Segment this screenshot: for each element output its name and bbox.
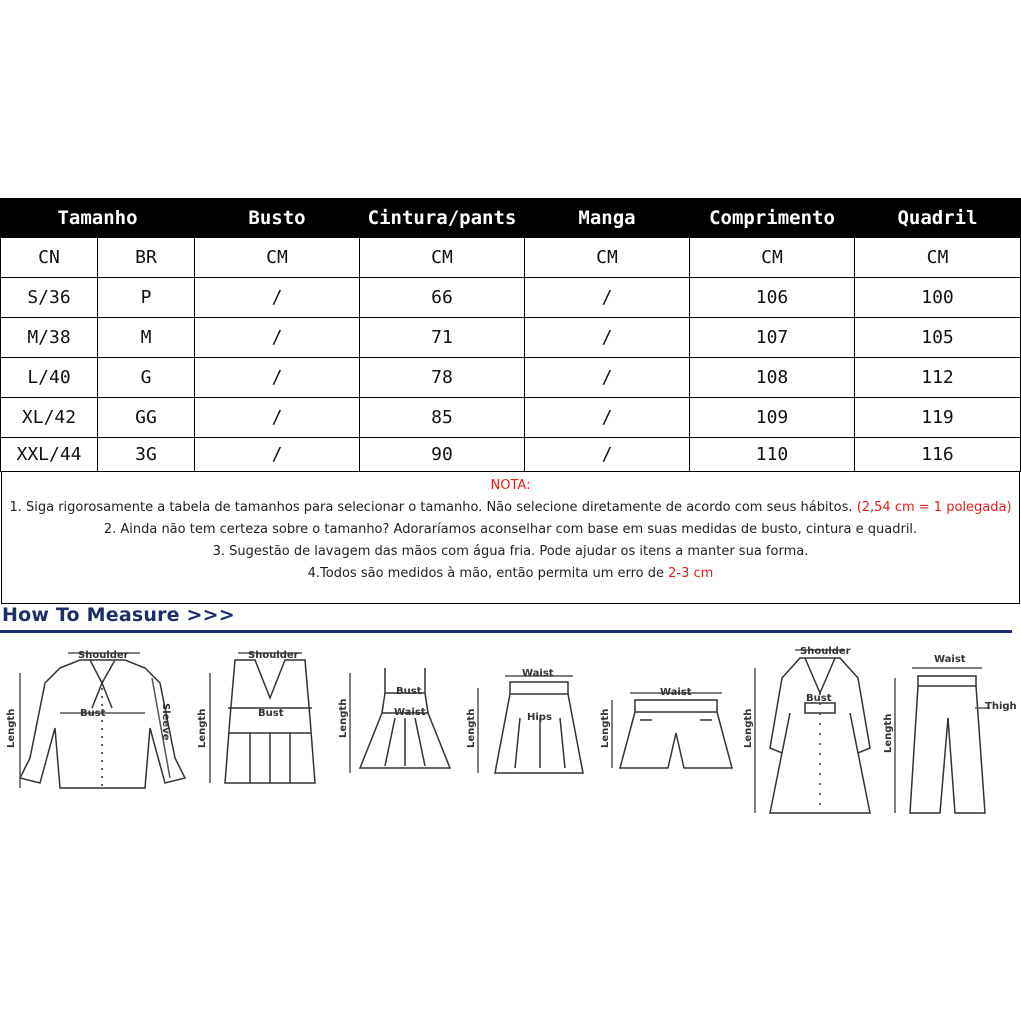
header-busto: Busto xyxy=(195,199,360,238)
notes-box xyxy=(1,472,1020,604)
table-row xyxy=(1,358,1021,398)
table-cell: / xyxy=(195,318,360,358)
table-cell: 112 xyxy=(855,358,1021,398)
label-shoulder: Shoulder xyxy=(78,650,129,661)
table-cell: S/36 xyxy=(1,278,98,318)
note-line-4 xyxy=(2,566,1019,581)
header-manga: Manga xyxy=(525,199,690,238)
table-row xyxy=(1,278,1021,318)
table-cell: 90 xyxy=(360,438,525,472)
table-cell: 66 xyxy=(360,278,525,318)
table-cell: / xyxy=(525,278,690,318)
label-bust: Bust xyxy=(806,693,832,704)
table-row xyxy=(1,398,1021,438)
label-hips: Hips xyxy=(527,712,552,723)
table-row xyxy=(1,438,1021,472)
shorts-illustration xyxy=(612,693,732,768)
note-line-2: 2. Ainda não tem certeza sobre o tamanho? Adoraríamos aconselhar com base em suas medidas de busto, cintura e quadril. xyxy=(103,522,918,537)
note-line-1-text: 1. Siga rigorosamente a tabela de tamanhos para selecionar o tamanho. Não selecione diretamente de acordo com seus hábitos. xyxy=(9,500,857,515)
label-waist: Waist xyxy=(522,668,554,679)
label-waist: Waist xyxy=(934,654,966,665)
label-length: Length xyxy=(883,713,894,753)
label-shoulder: Shoulder xyxy=(248,650,299,661)
unit-cell: CM xyxy=(855,238,1021,278)
table-cell: M/38 xyxy=(1,318,98,358)
table-cell: P xyxy=(98,278,195,318)
note-line-4-highlight: 2-3 cm xyxy=(668,566,714,581)
table-cell: / xyxy=(525,358,690,398)
table-cell: XL/42 xyxy=(1,398,98,438)
table-cell: 71 xyxy=(360,318,525,358)
header-row xyxy=(1,199,1021,238)
table-cell: / xyxy=(525,398,690,438)
header-comprimento: Comprimento xyxy=(690,199,855,238)
note-line-4-text: 4.Todos são medidos à mão, então permita um erro de xyxy=(307,566,669,581)
how-to-measure-title: How To Measure >>> xyxy=(2,604,235,626)
label-shoulder: Shoulder xyxy=(800,646,851,657)
label-bust: Bust xyxy=(258,708,284,719)
table-cell: 78 xyxy=(360,358,525,398)
table-cell: 106 xyxy=(690,278,855,318)
table-cell: 100 xyxy=(855,278,1021,318)
table-cell: XXL/44 xyxy=(1,438,98,472)
table-cell: / xyxy=(525,438,690,472)
label-bust: Bust xyxy=(396,686,422,697)
label-length: Length xyxy=(197,708,208,748)
unit-cell: CM xyxy=(360,238,525,278)
size-chart-table xyxy=(0,198,1021,472)
measurement-illustrations xyxy=(0,638,1021,823)
table-cell: 108 xyxy=(690,358,855,398)
label-thigh: Thigh xyxy=(985,701,1017,712)
label-length: Length xyxy=(743,708,754,748)
label-sleeve: Sleeve xyxy=(160,703,171,741)
label-waist: Waist xyxy=(394,707,426,718)
unit-cell: CN xyxy=(1,238,98,278)
notes-title: NOTA: xyxy=(490,478,531,493)
table-cell: M xyxy=(98,318,195,358)
label-length: Length xyxy=(600,708,611,748)
table-cell: 119 xyxy=(855,398,1021,438)
table-cell: / xyxy=(195,398,360,438)
skirt-illustration xyxy=(478,676,583,773)
unit-cell: BR xyxy=(98,238,195,278)
coat-illustration xyxy=(755,650,870,813)
header-tamanho: Tamanho xyxy=(1,199,195,238)
label-bust: Bust xyxy=(80,708,106,719)
unit-cell: CM xyxy=(525,238,690,278)
table-cell: GG xyxy=(98,398,195,438)
table-cell: 85 xyxy=(360,398,525,438)
table-cell: / xyxy=(525,318,690,358)
unit-cell: CM xyxy=(195,238,360,278)
table-cell: 110 xyxy=(690,438,855,472)
note-line-3: 3. Sugestão de lavagem das mãos com água fria. Pode ajudar os itens a manter sua forma. xyxy=(212,544,809,559)
table-cell: 105 xyxy=(855,318,1021,358)
note-line-1 xyxy=(2,500,1019,515)
table-cell: / xyxy=(195,278,360,318)
table-cell: 107 xyxy=(690,318,855,358)
table-cell: 3G xyxy=(98,438,195,472)
table-cell: 116 xyxy=(855,438,1021,472)
table-cell: G xyxy=(98,358,195,398)
dress-illustration xyxy=(350,668,450,773)
label-length: Length xyxy=(338,698,349,738)
table-cell: L/40 xyxy=(1,358,98,398)
unit-row xyxy=(1,238,1021,278)
label-length: Length xyxy=(466,708,477,748)
table-row xyxy=(1,318,1021,358)
header-quadril: Quadril xyxy=(855,199,1021,238)
pants-illustration xyxy=(895,668,990,813)
header-cintura: Cintura/pants xyxy=(360,199,525,238)
label-length: Length xyxy=(6,708,17,748)
table-cell: / xyxy=(195,438,360,472)
unit-cell: CM xyxy=(690,238,855,278)
table-cell: / xyxy=(195,358,360,398)
title-divider xyxy=(0,630,1012,633)
label-waist: Waist xyxy=(660,687,692,698)
table-cell: 109 xyxy=(690,398,855,438)
note-line-1-highlight: (2,54 cm = 1 polegada) xyxy=(856,500,1012,515)
